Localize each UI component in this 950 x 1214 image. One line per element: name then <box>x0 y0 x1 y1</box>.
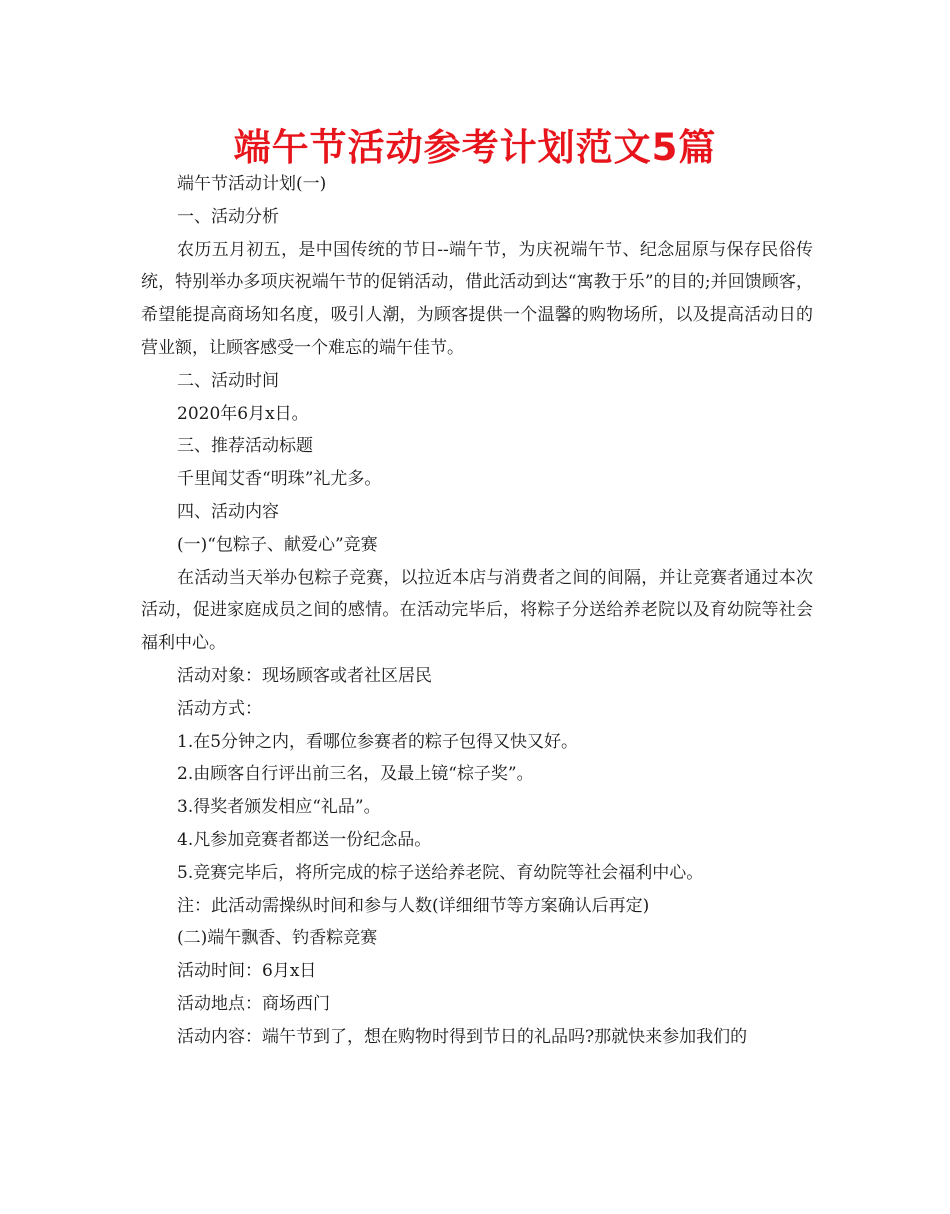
list-item: 2.由顾客自行评出前三名，及最上镜“棕子奖”。 <box>177 764 534 785</box>
subsection-heading: (二)端午飘香、钓香粽竞赛 <box>177 928 378 949</box>
text-line: 活动地点：商场西门 <box>177 993 330 1014</box>
section-heading: 四、活动内容 <box>177 501 279 522</box>
section-heading: 端午节活动计划(一) <box>177 174 327 194</box>
subsection-heading: (一)“包粽子、献爱心”竞赛 <box>177 534 378 555</box>
text-line: 2020年6月x日。 <box>177 403 309 424</box>
document-title: 端午节活动参考计划范文5篇 <box>233 126 717 169</box>
section-heading: 二、活动时间 <box>177 370 279 391</box>
text-line: 千里闻艾香“明珠”礼尤多。 <box>177 469 382 490</box>
text-line: 活动时间：6月x日 <box>177 961 317 982</box>
list-item: 3.得奖者颁发相应“礼品”。 <box>177 797 381 818</box>
section-heading: 一、活动分析 <box>177 206 279 227</box>
paragraph: 农历五月初五，是中国传统的节日--端午节，为庆祝端午节、纪念屈原与保存民俗传统，特别举办多项庆祝端午节的促销活动，借此活动到达“寓教于乐”的目的;并回馈顾客，希望能提高商场知名度，吸引人潮，为顾客提供一个温馨的购物场所，以及提高活动日的营业额，让顾客感受一个难忘的端午佳节。 <box>141 239 813 358</box>
text-line: 活动方式： <box>177 698 262 719</box>
list-item: 1.在5分钟之内，看哪位参赛者的粽子包得又快又好。 <box>177 731 579 752</box>
text-line: 活动对象：现场顾客或者社区居民 <box>177 665 432 686</box>
section-heading: 三、推荐活动标题 <box>177 436 313 457</box>
list-item: 4.凡参加竞赛者都送一份纪念品。 <box>177 829 432 850</box>
note-line: 注：此活动需操纵时间和参与人数(详细细节等方案确认后再定) <box>177 895 650 916</box>
document-body <box>141 168 813 1054</box>
text-line: 活动内容：端午节到了，想在购物时得到节日的礼品吗?那就快来参加我们的 <box>177 1026 748 1047</box>
paragraph: 在活动当天举办包粽子竞赛，以拉近本店与消费者之间的间隔，并让竞赛者通过本次活动，促进家庭成员之间的感情。在活动完毕后，将粽子分送给养老院以及育幼院等社会福利中心。 <box>141 567 813 654</box>
list-item: 5.竞赛完毕后，将所完成的棕子送给养老院、育幼院等社会福利中心。 <box>177 862 704 883</box>
